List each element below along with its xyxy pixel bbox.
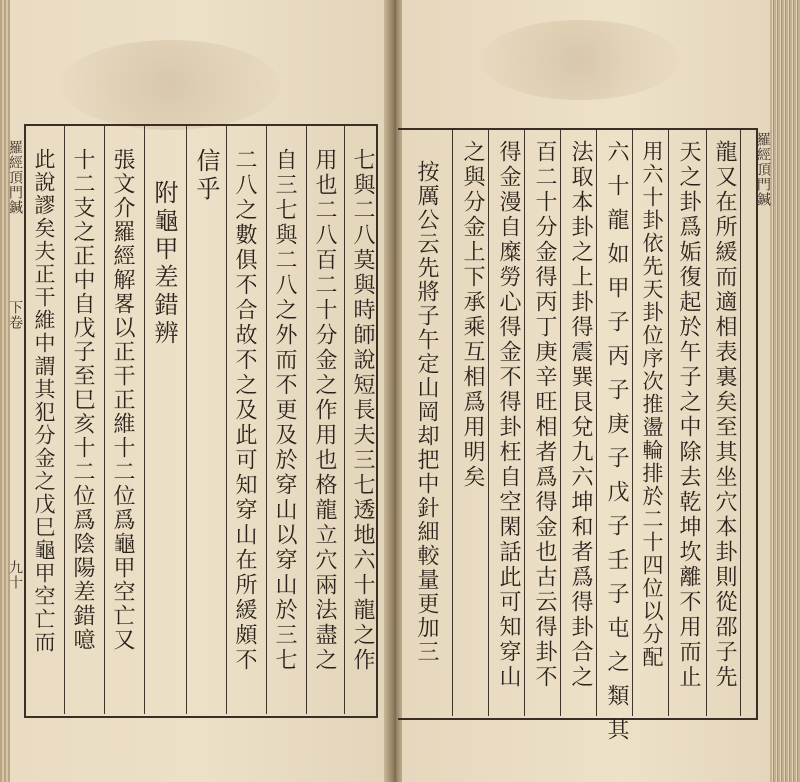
text-column: 二八之數俱不合故不之及此可知穿山在所緩頗不 [232, 148, 257, 673]
text-column: 七與二八莫與時師說短長夫三七透地六十龍之作 [350, 148, 375, 673]
text-column: 自三七與二八之外而不更及於穿山以穿山於三七 [272, 148, 297, 673]
text-column: 十二支之正中自戊子至巳亥十二位爲陰陽差錯噫 [70, 148, 95, 652]
section-heading: 附龜甲差錯辨 [150, 180, 178, 348]
text-column: 龍又在所緩而適相表裏矣至其坐穴本卦則從邵子先 [712, 140, 737, 690]
right-margin-title: 羅經頂門鍼 [755, 132, 771, 207]
text-column: 此說謬矣夫正干維中謂其犯分金之戊巳龜甲空亡而 [32, 148, 56, 654]
text-column: 法取本卦之上卦得震巽艮兌九六坤和者爲得卦合之 [568, 140, 593, 690]
text-column: 百二十分金得丙丁庚辛旺相者爲得金也古云得卦不 [532, 140, 557, 690]
text-column: 按厲公云先將子午定山岡却把中針細較量更加三 [414, 160, 439, 664]
text-column: 用六十卦依先天卦位序次推盪輪排於二十四位以分配 [640, 140, 664, 669]
right-page-edges [770, 0, 800, 782]
left-margin-title: 羅經頂門鍼 [7, 140, 23, 215]
page-number: 九十 [7, 560, 23, 590]
text-column: 天之卦爲姤復起於午子之中除去乾坤坎離不用而止 [676, 140, 701, 690]
volume-label: 下卷 [7, 300, 23, 330]
text-column: 六十龍如甲子丙子庚子戊子壬子屯之類其 [604, 140, 629, 752]
paper-stain [480, 20, 680, 100]
paper-stain [60, 40, 280, 130]
text-column: 信乎 [192, 148, 220, 204]
text-column: 得金漫自糜勞心得金不得卦枉自空閑話此可知穿山 [496, 140, 521, 690]
text-column: 之與分金上下承乘互相爲用明矣 [460, 140, 485, 490]
text-column: 張文介羅經解畧以正干正維十二位爲龜甲空亡又 [110, 148, 135, 652]
text-column: 用也二八百二十分金之作用也格龍立穴兩法盡之 [312, 148, 337, 673]
